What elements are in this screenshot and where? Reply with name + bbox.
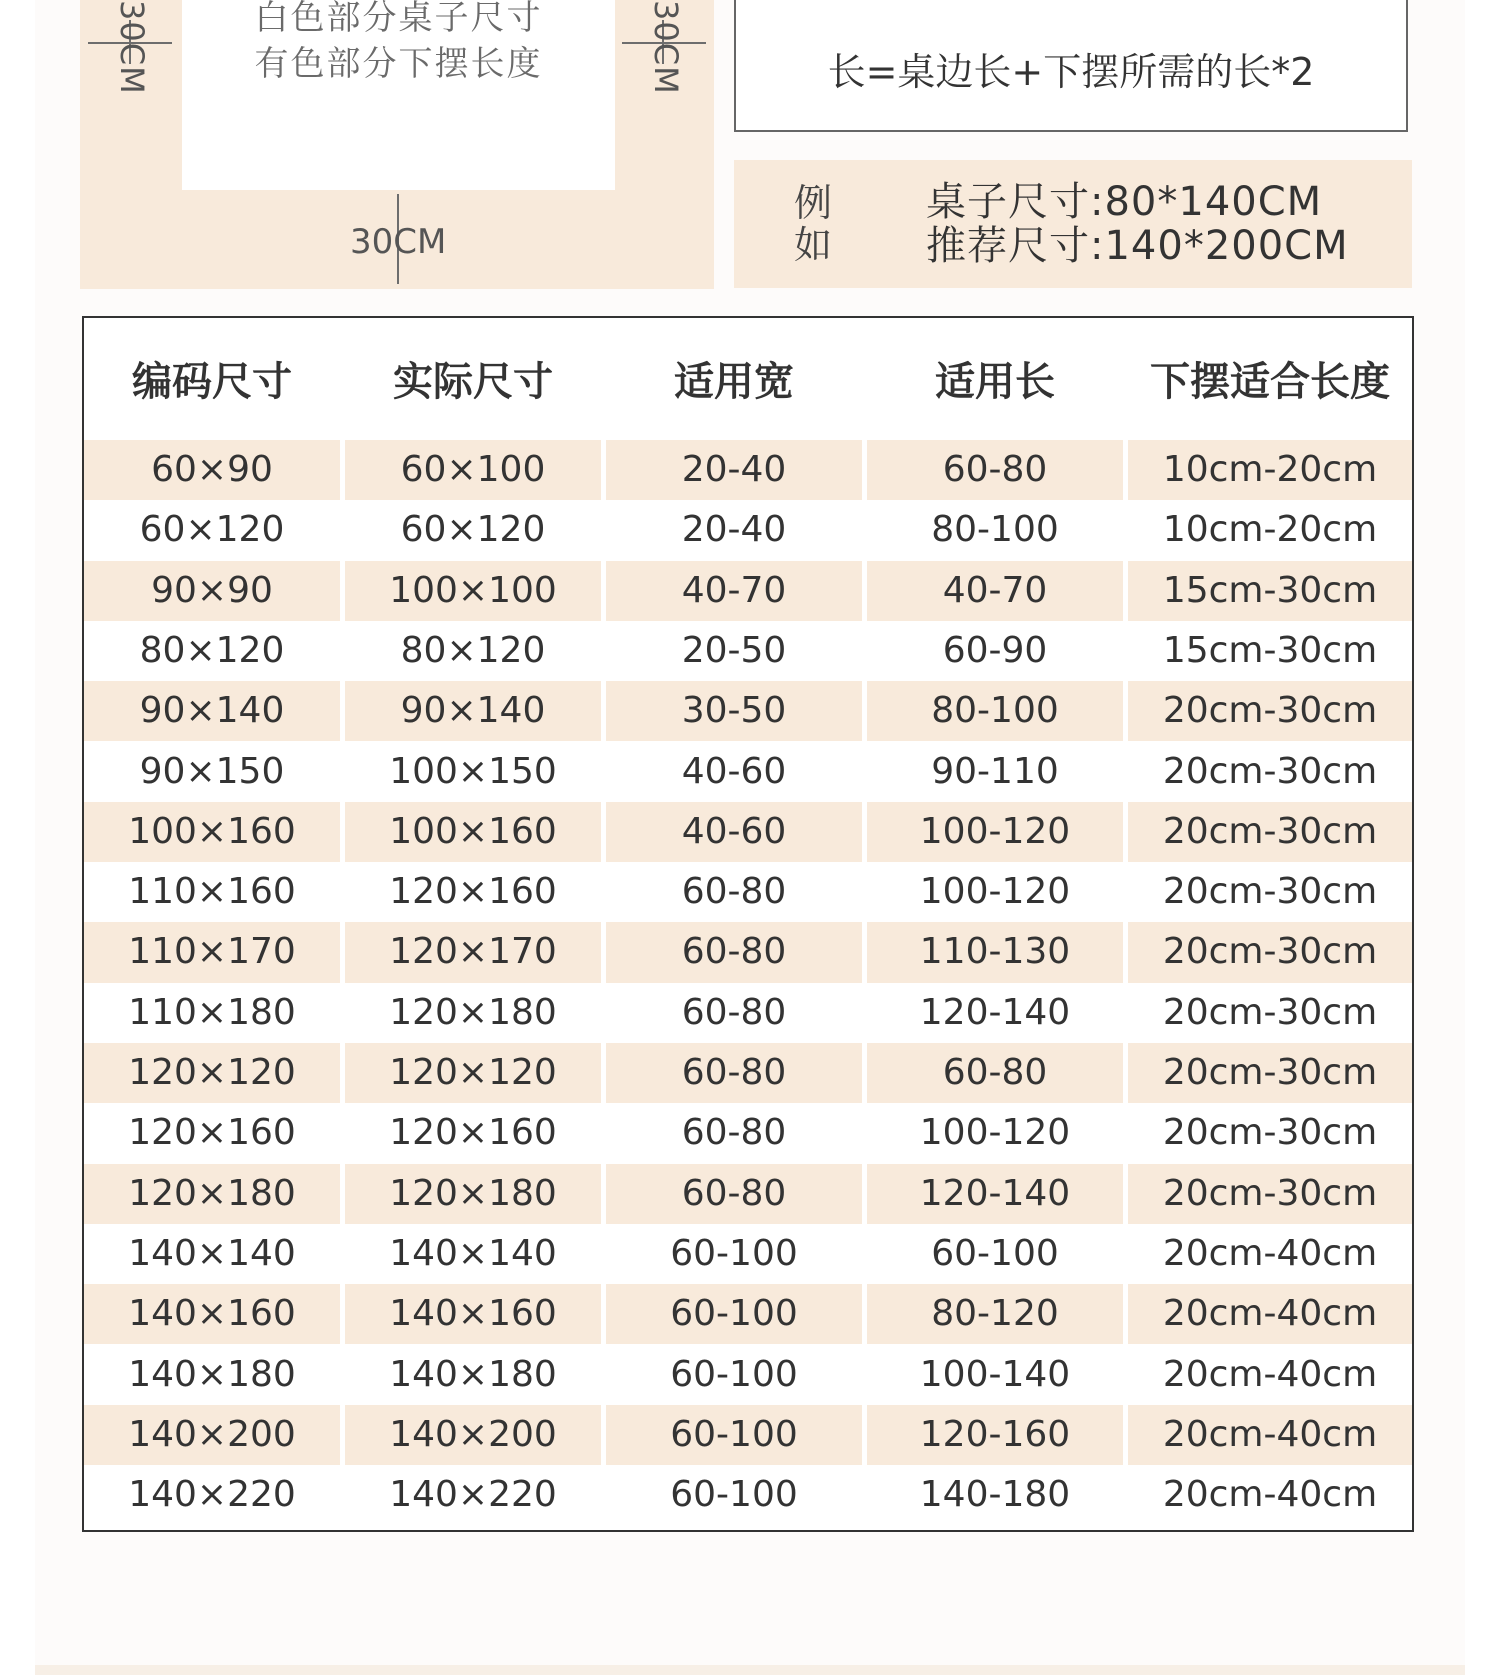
table-cell: 100×160 <box>345 802 601 862</box>
table-cell: 110-130 <box>867 922 1123 982</box>
table-cell: 40-70 <box>867 561 1123 621</box>
table-cell: 60-100 <box>670 1353 798 1395</box>
table-cell: 120×170 <box>345 922 601 982</box>
table-cell: 100×100 <box>345 561 601 621</box>
table-cell: 140×180 <box>128 1353 296 1395</box>
tablecloth-diagram <box>80 0 714 289</box>
table-cell: 140×200 <box>84 1405 340 1465</box>
table-cell: 60-80 <box>606 922 862 982</box>
table-cell: 60×120 <box>139 509 285 551</box>
table-cell: 60-100 <box>670 1474 798 1516</box>
table-cell: 120×160 <box>389 871 557 913</box>
table-row <box>84 500 1412 560</box>
table-cell: 90×140 <box>84 681 340 741</box>
table-row <box>84 1043 1412 1103</box>
table-cell: 80-120 <box>867 1284 1123 1344</box>
table-cell: 60-80 <box>606 1164 862 1224</box>
table-cell: 20cm-30cm <box>1162 750 1378 792</box>
table-cell: 20cm-40cm <box>1162 1353 1378 1395</box>
table-cell: 20-50 <box>681 629 787 671</box>
table-row <box>84 862 1412 922</box>
table-cell: 80-100 <box>867 681 1123 741</box>
example-box <box>734 160 1412 288</box>
table-cell: 20-40 <box>681 509 787 551</box>
table-cell: 40-60 <box>606 802 862 862</box>
table-row <box>84 1284 1412 1344</box>
table-cell: 15cm-30cm <box>1128 561 1412 621</box>
table-cell: 30-50 <box>606 681 862 741</box>
table-cell: 120×120 <box>345 1043 601 1103</box>
table-cell: 20cm-30cm <box>1128 802 1412 862</box>
table-cell: 20cm-30cm <box>1128 1043 1412 1103</box>
table-cell: 90-110 <box>931 750 1059 792</box>
table-row <box>84 1465 1412 1525</box>
right-dimension-label: 30CM <box>647 0 685 95</box>
table-cell: 120-160 <box>867 1405 1123 1465</box>
table-cell: 40-60 <box>681 750 787 792</box>
table-cell: 20cm-30cm <box>1128 681 1412 741</box>
table-cell: 100-140 <box>919 1353 1071 1395</box>
table-row <box>84 1224 1412 1284</box>
table-cell: 80×120 <box>400 629 546 671</box>
table-cell: 110×170 <box>84 922 340 982</box>
table-cell: 90×140 <box>345 681 601 741</box>
table-cell: 60×90 <box>84 440 340 500</box>
example-label: 例如 <box>794 181 833 267</box>
formula-box <box>734 0 1408 132</box>
table-cell: 120×180 <box>84 1164 340 1224</box>
table-cell: 100×150 <box>389 750 557 792</box>
table-cell: 10cm-20cm <box>1162 509 1378 551</box>
table-cell: 10cm-20cm <box>1128 440 1412 500</box>
table-row <box>84 1345 1412 1405</box>
table-row <box>84 983 1412 1043</box>
example-table-size: 桌子尺寸:80*140CM <box>926 179 1323 225</box>
table-cell: 60-80 <box>867 1043 1123 1103</box>
table-cell: 100-120 <box>919 871 1071 913</box>
table-cell: 20cm-40cm <box>1162 1232 1378 1274</box>
header-code-size: 编码尺寸 <box>132 359 292 405</box>
table-cell: 20cm-30cm <box>1128 1164 1412 1224</box>
formula-text: 长=桌边长+下摆所需的长*2 <box>827 50 1315 94</box>
table-cell: 20cm-40cm <box>1128 1284 1412 1344</box>
table-cell: 140×160 <box>84 1284 340 1344</box>
example-recommended-size: 推荐尺寸:140*200CM <box>926 223 1349 269</box>
table-cell: 60-100 <box>606 1405 862 1465</box>
table-cell: 90×90 <box>84 561 340 621</box>
table-cell: 140×160 <box>345 1284 601 1344</box>
table-cell: 100-120 <box>919 1112 1071 1154</box>
bottom-dimension-label: 30CM <box>350 222 447 262</box>
table-cell: 140×140 <box>128 1232 296 1274</box>
size-table <box>82 316 1414 1532</box>
table-row <box>84 922 1412 982</box>
table-cell: 140×140 <box>389 1232 557 1274</box>
header-drop-length: 下摆适合长度 <box>1150 359 1390 405</box>
header-fit-length: 适用长 <box>935 359 1055 405</box>
table-cell: 140-180 <box>919 1474 1071 1516</box>
table-cell: 20cm-30cm <box>1162 991 1378 1033</box>
table-cell: 120-140 <box>919 991 1071 1033</box>
table-cell: 100-120 <box>867 802 1123 862</box>
table-cell: 60-80 <box>606 1043 862 1103</box>
table-cell: 60-80 <box>681 1112 787 1154</box>
table-row <box>84 621 1412 681</box>
table-cell: 120×120 <box>84 1043 340 1103</box>
table-cell: 60-100 <box>606 1284 862 1344</box>
table-cell: 60-80 <box>867 440 1123 500</box>
table-cell: 60-100 <box>670 1232 798 1274</box>
table-cell: 60-90 <box>942 629 1048 671</box>
table-cell: 60×120 <box>400 509 546 551</box>
table-row <box>84 742 1412 802</box>
table-row <box>84 681 1412 741</box>
table-cell: 20-40 <box>606 440 862 500</box>
table-cell: 60-100 <box>931 1232 1059 1274</box>
table-cell: 20cm-40cm <box>1162 1474 1378 1516</box>
table-cell: 140×220 <box>389 1474 557 1516</box>
table-cell: 100×160 <box>84 802 340 862</box>
table-cell: 140×220 <box>128 1474 296 1516</box>
table-cell: 110×160 <box>128 871 296 913</box>
left-dimension-label: 30CM <box>113 0 151 95</box>
table-cell: 20cm-30cm <box>1162 871 1378 913</box>
bottom-strip <box>35 1665 1465 1675</box>
diagram-note-line1: 白色部分桌子尺寸 <box>254 0 543 38</box>
table-row <box>84 1103 1412 1163</box>
table-cell: 40-70 <box>606 561 862 621</box>
table-cell: 20cm-30cm <box>1128 922 1412 982</box>
table-cell: 140×200 <box>345 1405 601 1465</box>
table-row <box>84 561 1412 621</box>
table-cell: 60-80 <box>681 871 787 913</box>
table-cell: 110×180 <box>128 991 296 1033</box>
table-cell: 20cm-30cm <box>1162 1112 1378 1154</box>
header-fit-width: 适用宽 <box>674 359 794 405</box>
table-cell: 80×120 <box>139 629 285 671</box>
table-cell: 120-140 <box>867 1164 1123 1224</box>
table-cell: 120×160 <box>389 1112 557 1154</box>
table-cell: 15cm-30cm <box>1162 629 1378 671</box>
table-cell: 140×180 <box>389 1353 557 1395</box>
table-cell: 60-80 <box>681 991 787 1033</box>
table-cell: 60×100 <box>345 440 601 500</box>
header-actual-size: 实际尺寸 <box>393 359 553 405</box>
table-row <box>84 1405 1412 1465</box>
table-cell: 120×160 <box>128 1112 296 1154</box>
table-cell: 120×180 <box>389 991 557 1033</box>
table-row <box>84 1164 1412 1224</box>
table-cell: 120×180 <box>345 1164 601 1224</box>
table-row <box>84 802 1412 862</box>
table-header <box>84 318 1412 440</box>
table-row <box>84 440 1412 500</box>
table-cell: 90×150 <box>139 750 285 792</box>
table-cell: 80-100 <box>931 509 1059 551</box>
table-cell: 20cm-40cm <box>1128 1405 1412 1465</box>
diagram-note-line2: 有色部分下摆长度 <box>254 44 543 84</box>
